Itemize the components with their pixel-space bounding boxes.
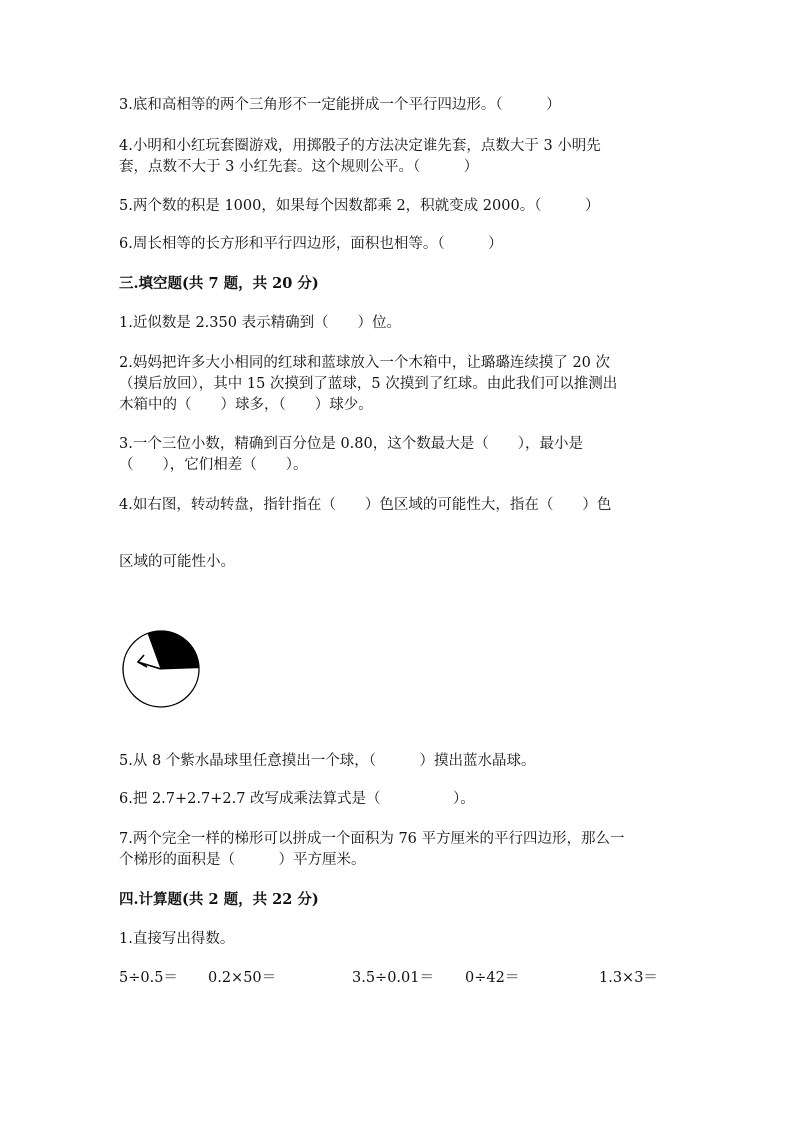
calc-item-2: 0.2×50＝: [208, 970, 277, 986]
fill-question-2-line-1: 2.妈妈把许多大小相同的红球和蓝球放入一个木箱中，让璐璐连续摸了 20 次: [119, 355, 611, 371]
fill-question-7-line-2: 个梯形的面积是（ ）平方厘米。: [119, 852, 366, 868]
fill-question-2-line-2: （摸后放回），其中 15 次摸到了蓝球，5 次摸到了红球。由此我们可以推测出: [119, 376, 618, 392]
section-3-title: 三.填空题(共 7 题，共 20 分): [119, 275, 319, 292]
fill-question-4-line-1: 4.如右图，转动转盘，指针指在（ ）色区域的可能性大，指在（ ）色: [119, 497, 612, 513]
judge-question-3: 3.底和高相等的两个三角形不一定能拼成一个平行四边形。（ ）: [119, 97, 561, 113]
judge-question-4-line-2: 套，点数不大于 3 小红先套。这个规则公平。（ ）: [119, 159, 479, 175]
section-4-title: 四.计算题(共 2 题，共 22 分): [119, 891, 319, 908]
judge-question-6: 6.周长相等的长方形和平行四边形，面积也相等。（ ）: [119, 236, 503, 252]
fill-question-1: 1.近似数是 2.350 表示精确到（ ）位。: [119, 315, 402, 331]
judge-question-4-line-1: 4.小明和小红玩套圈游戏，用掷骰子的方法决定谁先套，点数大于 3 小明先: [119, 138, 601, 154]
spinner-figure: [121, 629, 201, 709]
fill-question-7-line-1: 7.两个完全一样的梯形可以拼成一个面积为 76 平方厘米的平行四边形，那么一: [119, 831, 625, 847]
calc-item-1: 5÷0.5＝: [119, 970, 178, 986]
calc-item-4: 0÷42＝: [465, 970, 520, 986]
fill-question-6: 6.把 2.7+2.7+2.7 改写成乘法算式是（ ）。: [119, 791, 475, 807]
calc-item-5: 1.3×3＝: [599, 970, 658, 986]
judge-question-5: 5.两个数的积是 1000，如果每个因数都乘 2，积就变成 2000。（ ）: [119, 198, 600, 214]
calc-item-3: 3.5÷0.01＝: [352, 970, 434, 986]
fill-question-4-line-2: 区域的可能性小。: [119, 554, 235, 570]
fill-question-2-line-3: 木箱中的（ ）球多，（ ）球少。: [119, 397, 373, 413]
calc-row: [0, 968, 794, 990]
calc-question-1: 1.直接写出得数。: [119, 931, 235, 947]
fill-question-3-line-1: 3.一个三位小数，精确到百分位是 0.80，这个数最大是（ ），最小是: [119, 436, 583, 452]
fill-question-5: 5.从 8 个紫水晶球里任意摸出一个球，（ ）摸出蓝水晶球。: [119, 753, 536, 769]
fill-question-3-line-2: （ ），它们相差（ ）。: [119, 457, 308, 473]
